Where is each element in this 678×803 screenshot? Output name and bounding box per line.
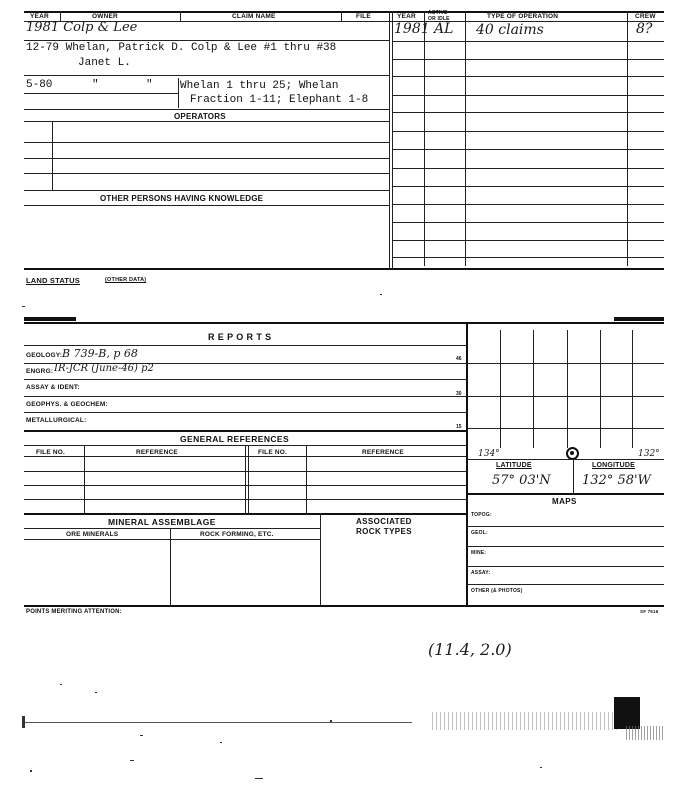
- associated-heading: ASSOCIATED: [356, 517, 412, 526]
- latitude-label: LATITUDE: [496, 462, 532, 469]
- main-split: [389, 11, 390, 269]
- divider: [341, 11, 342, 21]
- row-rule: [24, 93, 179, 94]
- latitude-value: 57° 03'N: [492, 473, 551, 488]
- row-rule: [392, 240, 664, 241]
- row-rule: [392, 112, 664, 113]
- claim-row-2-line-2: Fraction 1-11; Elephant 1-8: [190, 94, 369, 106]
- main-split: [392, 11, 393, 269]
- row-rule: [24, 142, 389, 143]
- active-header: ACTIVE: [428, 10, 448, 16]
- divider: [320, 513, 321, 606]
- row-rule: [392, 257, 664, 258]
- row-rule: [24, 121, 389, 122]
- maps-mine-label: MINE:: [471, 550, 487, 556]
- maps-topog-label: TOPOG:: [471, 512, 492, 518]
- divider: [465, 11, 466, 266]
- scan-mark: [22, 716, 25, 728]
- claim-row-2-line-1: Whelan 1 thru 25; Whelan: [180, 80, 339, 92]
- maps-heading: MAPS: [552, 497, 577, 506]
- section-rule: [24, 513, 466, 515]
- longitude-label: LONGITUDE: [592, 462, 636, 469]
- speck: [130, 760, 134, 761]
- maps-geol-label: GEOL:: [471, 530, 488, 536]
- row-rule: [24, 109, 389, 110]
- row-rule: [24, 173, 389, 174]
- scan-line: [22, 722, 412, 723]
- file-no-header: FILE NO.: [258, 449, 288, 456]
- activity-operation: 40 claims: [476, 22, 544, 38]
- owner-row-1: 12-79 Whelan, Patrick D. Colp & Lee #1 thru #38: [26, 42, 337, 54]
- row-rule: [392, 186, 664, 187]
- ore-minerals-header: ORE MINERALS: [66, 531, 119, 538]
- grid-line: [632, 330, 633, 448]
- divider: [424, 11, 425, 266]
- row-rule: [24, 40, 389, 41]
- scan-noise: [432, 712, 617, 730]
- geology-label: GEOLOGY:: [26, 352, 63, 359]
- claim-name-header: CLAIM NAME: [232, 13, 276, 20]
- section-rule: [467, 493, 664, 495]
- speck: [540, 767, 542, 768]
- speck: [95, 692, 97, 693]
- divider: [245, 445, 246, 513]
- general-references-heading: GENERAL REFERENCES: [180, 434, 290, 444]
- page-number: 46: [456, 356, 462, 362]
- speck: [140, 735, 143, 736]
- location-marker-dot: [570, 451, 574, 455]
- operators-heading: OPERATORS: [174, 112, 226, 121]
- divider: [573, 459, 574, 493]
- grid-line: [600, 330, 601, 448]
- activity-year: 1981: [394, 21, 430, 37]
- engrg-label: ENGRG:: [26, 368, 54, 375]
- engrg-value: IR-JCR (June-46) p2: [54, 363, 154, 374]
- longitude-value: 132° 58'W: [582, 473, 651, 488]
- grid-left-label: 134°: [478, 449, 500, 459]
- row-rule: [392, 149, 664, 150]
- row-rule: [467, 584, 664, 585]
- reference-header: REFERENCE: [136, 449, 178, 456]
- row-rule: [24, 528, 320, 529]
- grid-line: [500, 330, 501, 448]
- scan-noise: [626, 726, 664, 740]
- rock-forming-header: ROCK FORMING, ETC.: [200, 531, 274, 538]
- speck: [255, 778, 263, 779]
- scan-block: [614, 697, 640, 729]
- top-rule: [24, 11, 664, 13]
- section-rule: [24, 322, 664, 324]
- row-rule: [24, 539, 320, 540]
- owner-row-2-ditto: ": [146, 79, 153, 91]
- page-number: 15: [456, 424, 462, 430]
- row-rule: [467, 526, 664, 527]
- speck: [220, 742, 222, 743]
- owner-row-2-ditto: ": [92, 79, 99, 91]
- year-header: YEAR: [30, 13, 49, 20]
- owner-row-1-cont: Janet L.: [78, 57, 131, 69]
- file-no-header: FILE NO.: [36, 449, 66, 456]
- coordinate-annotation: (11.4, 2.0): [428, 640, 512, 659]
- rock-types-heading: ROCK TYPES: [356, 527, 413, 536]
- grid-line: [567, 330, 568, 448]
- divider: [627, 11, 628, 266]
- crew-header: CREW: [635, 13, 656, 20]
- speck: [30, 770, 32, 772]
- divider: [52, 121, 53, 190]
- row-rule: [392, 59, 664, 60]
- scan-mark: [24, 317, 76, 321]
- divider: [248, 445, 249, 513]
- row-rule: [24, 345, 467, 346]
- year2-header: YEAR: [397, 13, 416, 20]
- activity-crew: 8?: [636, 21, 653, 37]
- row-rule: [392, 222, 664, 223]
- reports-split: [466, 322, 468, 607]
- row-rule: [467, 459, 664, 460]
- grid-line: [467, 363, 664, 364]
- activity-status: AL: [434, 21, 454, 37]
- grid-line: [467, 396, 664, 397]
- section-rule: [24, 430, 466, 432]
- land-status-sub: (OTHER DATA): [105, 277, 147, 283]
- row-rule: [392, 131, 664, 132]
- row-rule: [24, 75, 389, 76]
- file-header: FILE: [356, 13, 371, 20]
- row-rule: [392, 168, 664, 169]
- speck: [22, 306, 25, 307]
- owner-row-2-year: 5-80: [26, 79, 53, 91]
- speck: [330, 720, 332, 722]
- divider: [170, 528, 171, 606]
- row-rule: [392, 76, 664, 77]
- speck: [60, 684, 62, 685]
- row-rule: [24, 396, 466, 397]
- divider: [180, 11, 181, 21]
- assay-label: ASSAY & IDENT:: [26, 384, 80, 391]
- land-status-heading: LAND STATUS: [26, 276, 81, 285]
- section-rule: [24, 605, 664, 607]
- grid-right-label: 132°: [638, 449, 660, 459]
- metallurgical-label: METALLURGICAL:: [26, 417, 87, 424]
- form-number: SF 7516: [640, 609, 659, 614]
- section-rule: [24, 268, 664, 270]
- row-rule: [24, 158, 389, 159]
- handwritten-owner: 1981 Colp & Lee: [26, 20, 138, 35]
- row-rule: [392, 204, 664, 205]
- divider: [84, 445, 85, 513]
- row-rule: [467, 566, 664, 567]
- divider: [306, 445, 307, 513]
- row-rule: [24, 379, 466, 380]
- row-rule: [392, 41, 664, 42]
- row-rule: [467, 546, 664, 547]
- scan-mark: [614, 317, 664, 321]
- mineral-assemblage-heading: MINERAL ASSEMBLAGE: [108, 517, 216, 527]
- row-rule: [24, 205, 389, 206]
- maps-assay-label: ASSAY:: [471, 570, 491, 576]
- speck: [380, 294, 382, 295]
- geophys-label: GEOPHYS. & GEOCHEM:: [26, 401, 108, 408]
- points-meriting-label: POINTS MERITING ATTENTION:: [26, 609, 122, 615]
- owner-header: OWNER: [92, 13, 118, 20]
- other-persons-heading: OTHER PERSONS HAVING KNOWLEDGE: [100, 194, 264, 203]
- reference-header: REFERENCE: [362, 449, 404, 456]
- or-idle-header: OR IDLE: [428, 16, 450, 22]
- row-rule: [24, 190, 389, 191]
- grid-line: [533, 330, 534, 448]
- page-number: 30: [456, 391, 462, 397]
- geology-value: B 739-B, p 68: [62, 347, 138, 360]
- row-rule: [24, 412, 466, 413]
- row-rule: [392, 95, 664, 96]
- maps-other-label: OTHER (& PHOTOS): [471, 588, 523, 594]
- grid-line: [467, 428, 664, 429]
- reports-heading: R E P O R T S: [208, 332, 272, 342]
- type-of-operation-header: TYPE OF OPERATION: [487, 13, 559, 20]
